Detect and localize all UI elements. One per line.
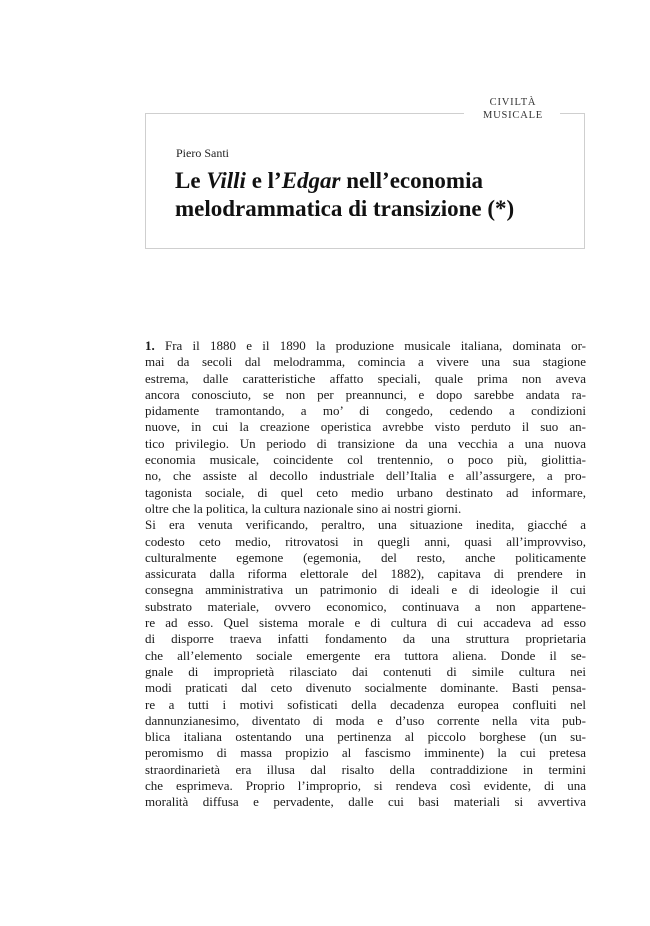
section-number: 1.: [145, 338, 155, 353]
body-line: assicurata dalla riforma elettorale del 1882), capitava di prendere in: [145, 566, 586, 582]
body-line: che all’elemento sociale emergente era tuttora aliena. Donde il se-: [145, 647, 586, 663]
body-line: substrato materiale, ovvero economico, continuava a non appartene-: [145, 598, 586, 614]
body-line: moralità diffusa e pervadente, dalle cui basi materiali si avvertiva: [145, 794, 586, 810]
body-line: ancora conosciuto, se non per preannunci, e dopo sarebbe andata ra-: [145, 386, 586, 402]
body-text: [145, 338, 586, 811]
series-label-line-1: CIVILTÀ: [489, 97, 537, 108]
title-part: nell’economia: [340, 168, 483, 193]
article-title: [175, 167, 575, 223]
body-line: peromismo di massa propizio al fascismo imminente) la cui pretesa: [145, 745, 586, 761]
title-part: e l’: [245, 168, 282, 193]
body-line: blica italiana ostentando una pertinenza al piccolo borghese (un su-: [145, 729, 586, 745]
title-line-2: melodrammatica di transizione (*): [175, 196, 515, 221]
body-line: economia musicale, coincidente col trentennio, o poco più, giolittia-: [145, 452, 586, 468]
title-italic-edgar: Edgar: [281, 168, 341, 193]
title-part: Le: [175, 168, 207, 193]
body-line: di disporre traeva infatti fondamento da una struttura proprietaria: [145, 631, 586, 647]
body-line: straordinarietà era illusa dal risalto della contraddizione in termini: [145, 761, 586, 777]
body-line: tagonista sociale, di quel ceto medio urbano destinato ad informare,: [145, 484, 586, 500]
body-line: oltre che la politica, la cultura nazionale sino ai nostri giorni.: [145, 500, 462, 516]
body-line-text: Fra il 1880 e il 1890 la produzione musicale italiana, dominata or-: [154, 338, 586, 353]
author-name: Piero Santi: [176, 146, 229, 160]
body-line: culturalmente egemone (egemonia, del resto, anche politicamente: [145, 549, 586, 565]
body-line: codesto ceto medio, ritrovatosi in quegli anni, quasi all’improvviso,: [145, 533, 586, 549]
series-label: [468, 96, 558, 122]
body-line: gnale di improprietà rilasciato dai contenuti di simile cultura nei: [145, 663, 586, 679]
body-line-1: [145, 338, 586, 354]
body-line: consegna amministrativa un patrimonio di ideali e di ideologie il cui: [145, 582, 586, 598]
body-line: mai da secoli dal melodramma, comincia a vivere una sua stagione: [145, 354, 586, 370]
title-italic-villi: Villi: [206, 168, 246, 193]
body-line: modi praticati dal ceto divenuto socialmente dominante. Basti pensa-: [145, 680, 586, 696]
body-line: tico privilegio. Un periodo di transizione da una vecchia a una nuova: [145, 435, 586, 451]
body-line: che esprimeva. Proprio l’improprio, si rendeva così evidente, di una: [145, 778, 586, 794]
body-line: no, che assiste al decollo industriale dell’Italia e all’assurgere, a pro-: [145, 468, 586, 484]
series-label-line-2: MUSICALE: [482, 110, 544, 121]
body-line: estrema, dalle caratteristiche affatto speciali, quale prima non aveva: [145, 370, 586, 386]
body-line: re ad esso. Quel sistema morale e di cultura di cui accadeva ad esso: [145, 615, 586, 631]
body-line: Si era venuta verificando, peraltro, una situazione inedita, giacché a: [145, 517, 586, 533]
body-line: dannunzianesimo, diventato di moda e d’uso corrente nella vita pub-: [145, 712, 586, 728]
body-line: re a tutti i motivi sofisticati della decadenza europea confluiti nel: [145, 696, 586, 712]
body-line: pidamente tramontando, a mo’ di congedo, cedendo a condizioni: [145, 403, 586, 419]
body-line: nuove, in cui la creazione operistica avrebbe visto perduto il suo an-: [145, 419, 586, 435]
